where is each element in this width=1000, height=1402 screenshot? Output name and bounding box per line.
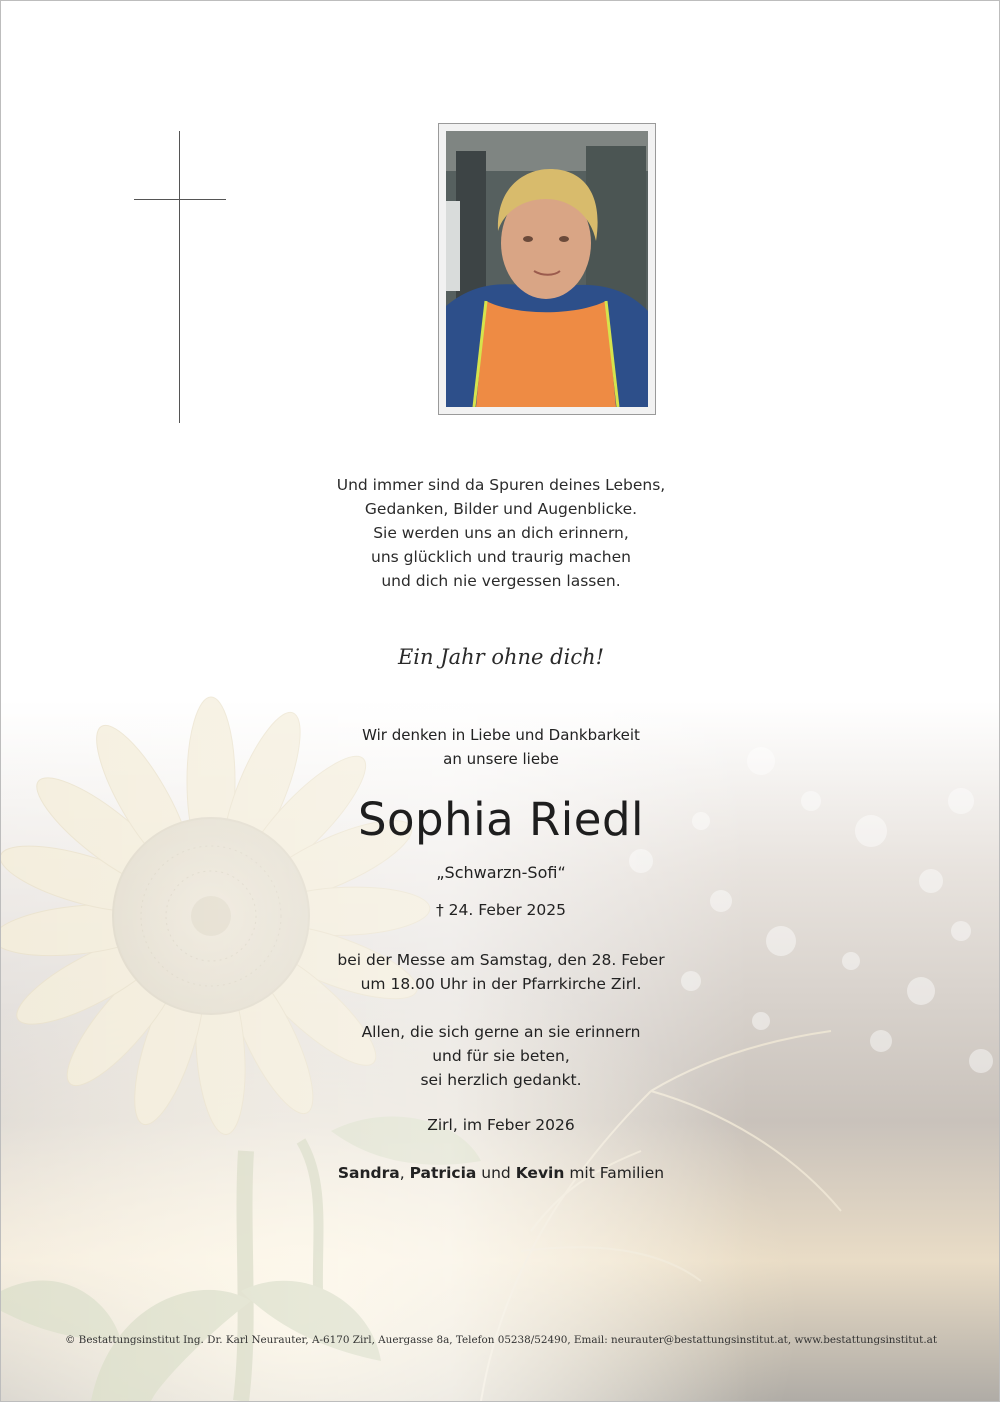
cross-icon-horizontal — [134, 199, 226, 200]
thanks-line: sei herzlich gedankt. — [420, 1071, 582, 1089]
portrait-photo — [446, 131, 648, 407]
thanks-line: Allen, die sich gerne an sie erinnern — [361, 1023, 641, 1041]
funeral-home-footer: © Bestattungsinstitut Ing. Dr. Karl Neurauter, A-6170 Zirl, Auergasse 8a, Telefon 05238/52490, Email: neurauter@bestattungsinstitut.at, www.bestattungsinstitut.at — [64, 1334, 938, 1346]
family-separator: und — [476, 1164, 516, 1182]
family-name: Patricia — [409, 1164, 477, 1182]
cross-icon-vertical — [179, 131, 180, 423]
poem-line: Gedanken, Bilder und Augenblicke. — [364, 500, 638, 518]
anniversary-slogan: Ein Jahr ohne dich! — [397, 645, 605, 669]
intro-text — [1, 723, 1000, 771]
poem-line: uns glücklich und traurig machen — [371, 548, 631, 566]
poem-line: Und immer sind da Spuren deines Lebens, — [336, 476, 666, 494]
deceased-name: Sophia Riedl — [357, 793, 645, 846]
place-date: Zirl, im Feber 2026 — [427, 1116, 575, 1134]
family-suffix: mit Familien — [564, 1164, 665, 1182]
poem — [1, 473, 1000, 593]
mass-line: bei der Messe am Samstag, den 28. Feber — [337, 951, 665, 969]
mass-line: um 18.00 Uhr in der Pfarrkirche Zirl. — [360, 975, 642, 993]
portrait-image — [446, 131, 648, 407]
mass-info — [1, 948, 1000, 996]
intro-line: an unsere liebe — [443, 750, 559, 768]
family-name: Kevin — [515, 1164, 565, 1182]
thanks-line: und für sie beten, — [432, 1047, 570, 1065]
intro-line: Wir denken in Liebe und Dankbarkeit — [362, 726, 640, 744]
poem-line: und dich nie vergessen lassen. — [381, 572, 621, 590]
thanks-text — [1, 1020, 1000, 1092]
family-separator: , — [399, 1164, 410, 1182]
death-date: † 24. Feber 2025 — [436, 901, 566, 919]
family-name: Sandra — [337, 1164, 400, 1182]
deceased-nickname: „Schwarzn-Sofi“ — [436, 863, 566, 882]
family-signature — [1, 1164, 1000, 1182]
poem-line: Sie werden uns an dich erinnern, — [373, 524, 629, 542]
